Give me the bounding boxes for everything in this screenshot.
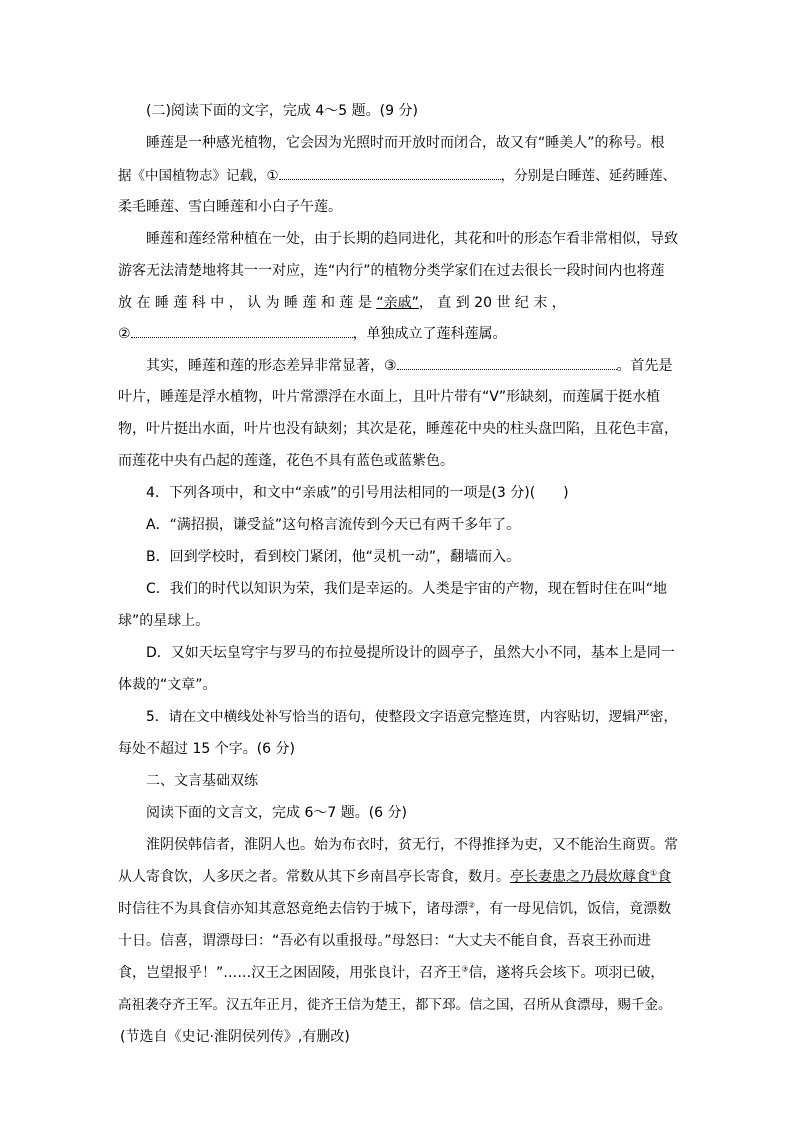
passage-line: 柔毛睡莲、雪白睡莲和小白子午莲。 [118,199,342,215]
option-c-cont: 球”的星球上。 [118,613,210,629]
answer-blank-3[interactable] [397,355,617,370]
source-citation: (节选自《史记·淮阴侯列传》,有删改) [120,1029,350,1045]
classical-line: 淮阴侯韩信者，淮阴人也。始为布衣时，贫无行，不得推择为吏，又不能治生商贾。常 [146,837,678,853]
quoted-term: “亲戚” [376,295,419,311]
option-a[interactable]: A．“满招损，谦受益”这句格言流传到今天已有两千多年了。 [146,517,521,533]
passage-line: 据《中国植物志》记载，① ，分别是白睡莲、延药睡莲、 [118,165,678,186]
option-b[interactable]: B．回到学校时，看到校门紧闭，他“灵机一动”，翻墙而入。 [146,549,521,565]
passage-line: ② ，单独成立了莲科莲属。 [118,323,678,344]
passage-line: 睡莲是一种感光植物，它会因为光照时而开放时而闭合，故又有“睡美人”的称号。根 [146,135,665,151]
question-5-cont: 每处不超过 15 个字。(6 分) [118,741,295,757]
option-d[interactable]: D．又如天坛皇穹宇与罗马的布拉曼提所设计的圆亭子，虽然大小不同，基本上是同一 [146,645,675,661]
option-d-cont: 体裁的“文章”。 [118,677,217,693]
classical-line: 时信往不为具食信亦知其意怒竟绝去信钓于城下，诸母漂②，有一母见信饥，饭信，竟漂数 [118,900,672,917]
section-heading: (二)阅读下面的文字，完成 4～5 题。(9 分) [146,103,418,119]
question-5-stem: 5．请在文中横线处补写恰当的语句，使整段文字语意完整连贯，内容贴切，逻辑严密， [146,709,678,725]
question-4-stem: 4．下列各项中，和文中“亲戚”的引号用法相同的一项是(3 分)( ) [146,485,569,501]
passage-line: 其实，睡莲和莲的形态差异非常显著，③ 。首先是 [146,355,678,376]
classical-intro: 阅读下面的文言文，完成 6～7 题。(6 分) [146,805,407,821]
answer-blank-1[interactable] [279,165,501,180]
answer-blank-2[interactable] [131,323,353,338]
passage-line: 游客无法清楚地将其一一对应，连“内行”的植物分类学家们在过去很长一段时间内也将莲 [118,263,665,279]
classical-line: 十日。信喜，谓漂母曰：“吾必有以重报母。”母怒曰：“大丈夫不能自食，吾哀王孙而进 [118,933,651,949]
passage-line: 睡莲和莲经常种植在一处，由于长期的趋同进化，其花和叶的形态乍看非常相似，导致 [146,231,678,247]
part-heading: 二、文言基础双练 [146,773,258,789]
passage-line: 物，叶片挺出水面，叶片也没有缺刻；其次是花，睡莲花中央的柱头盘凹陷，且花色丰富， [118,421,678,437]
classical-line: 从人寄食饮，人多厌之者。常数从其下乡南昌亭长寄食，数月。亭长妻患之乃晨炊蓐食①食 [118,868,672,885]
classical-line: 食，岂望报乎！”……汉王之困固陵，用张良计，召齐王③信，遂将兵会垓下。项羽已破， [118,964,665,981]
passage-line: 而莲花中央有凸起的莲蓬，花色不具有蓝色或蓝紫色。 [118,453,454,469]
option-c[interactable]: C．我们的时代以知识为荣，我们是幸运的。人类是宇宙的产物，现在暂时住在叫“地 [146,581,668,597]
passage-line: 叶片，睡莲是浮水植物，叶片常漂浮在水面上，且叶片带有“V”形缺刻，而莲属于挺水植 [118,389,661,405]
classical-line: 高祖袭夺齐王军。汉五年正月，徙齐王信为楚王，都下邳。信之国，召所从食漂母，赐千金。 [118,997,672,1013]
underlined-sentence: 亭长妻患之乃晨炊蓐食①食 [510,868,672,885]
passage-line: 放 在 睡 莲 科 中 ， 认 为 睡 莲 和 莲 是 “亲戚”， 直 到 20 世 纪 末 ， [118,295,566,311]
